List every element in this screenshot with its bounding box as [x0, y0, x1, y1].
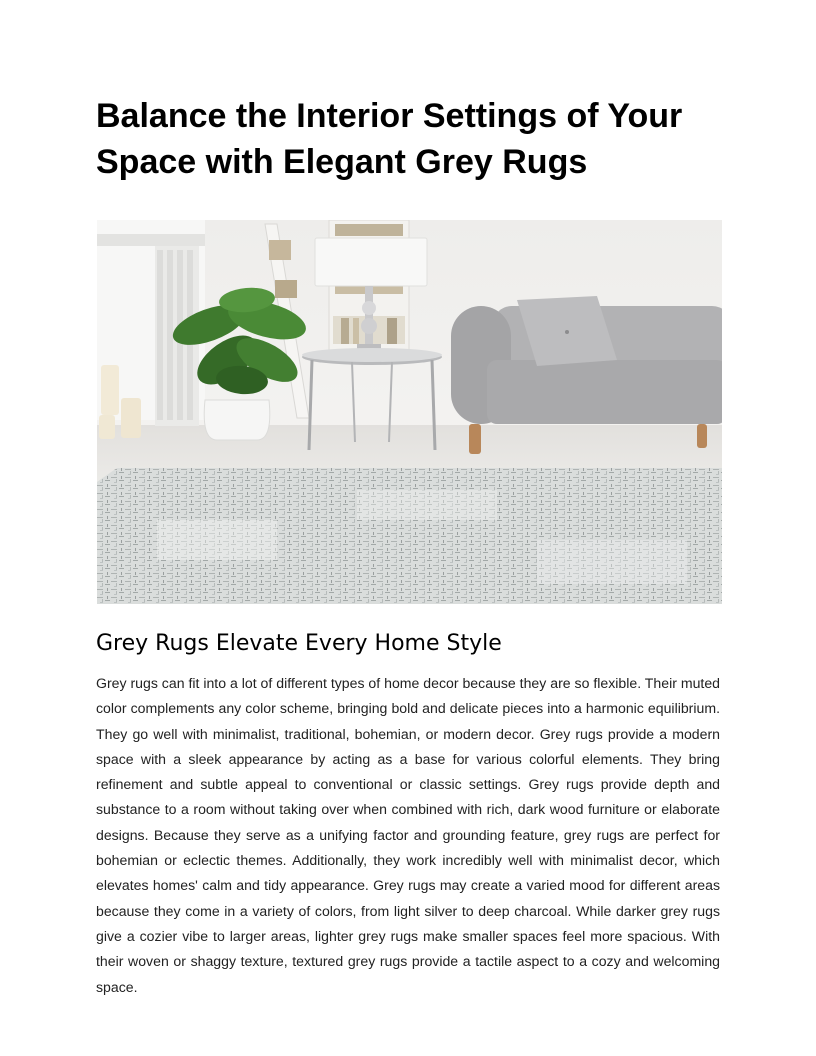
- page-title: Balance the Interior Settings of Your Space with Elegant Grey Rugs: [96, 97, 683, 181]
- section-heading: Grey Rugs Elevate Every Home Style: [96, 631, 502, 656]
- grey-rug-living-room-photo: [97, 220, 722, 604]
- grey-rug: [97, 468, 722, 604]
- body-paragraph: Grey rugs can fit into a lot of different types of home decor because they are so flexible. Their muted color complements any color scheme, bringing bold and delicate pieces into a harmonic equilibrium. They go well with minimalist, traditional, bohemian, or modern decor. Grey rugs provide a modern space with a sleek appearance by acting as a base for various colorful elements. They bring refinement and subtle appeal to conventional or classic settings. Grey rugs provide depth and substance to a room without taking over when combined with rich, dark wood furniture or elaborate designs. Because they serve as a unifying factor and grounding feature, grey rugs are perfect for bohemian or eclectic themes. Additionally, they work incredibly well with minimalist decor, which elevates homes' calm and tidy appearance. Grey rugs may create a varied mood for different areas because they come in a variety of colors, from light silver to deep charcoal. While darker grey rugs give a cozier vibe to larger areas, lighter grey rugs make smaller spaces feel more spacious. With their woven or shaggy texture, textured grey rugs provide a tactile aspect to a cozy and welcoming space.: [96, 675, 720, 995]
